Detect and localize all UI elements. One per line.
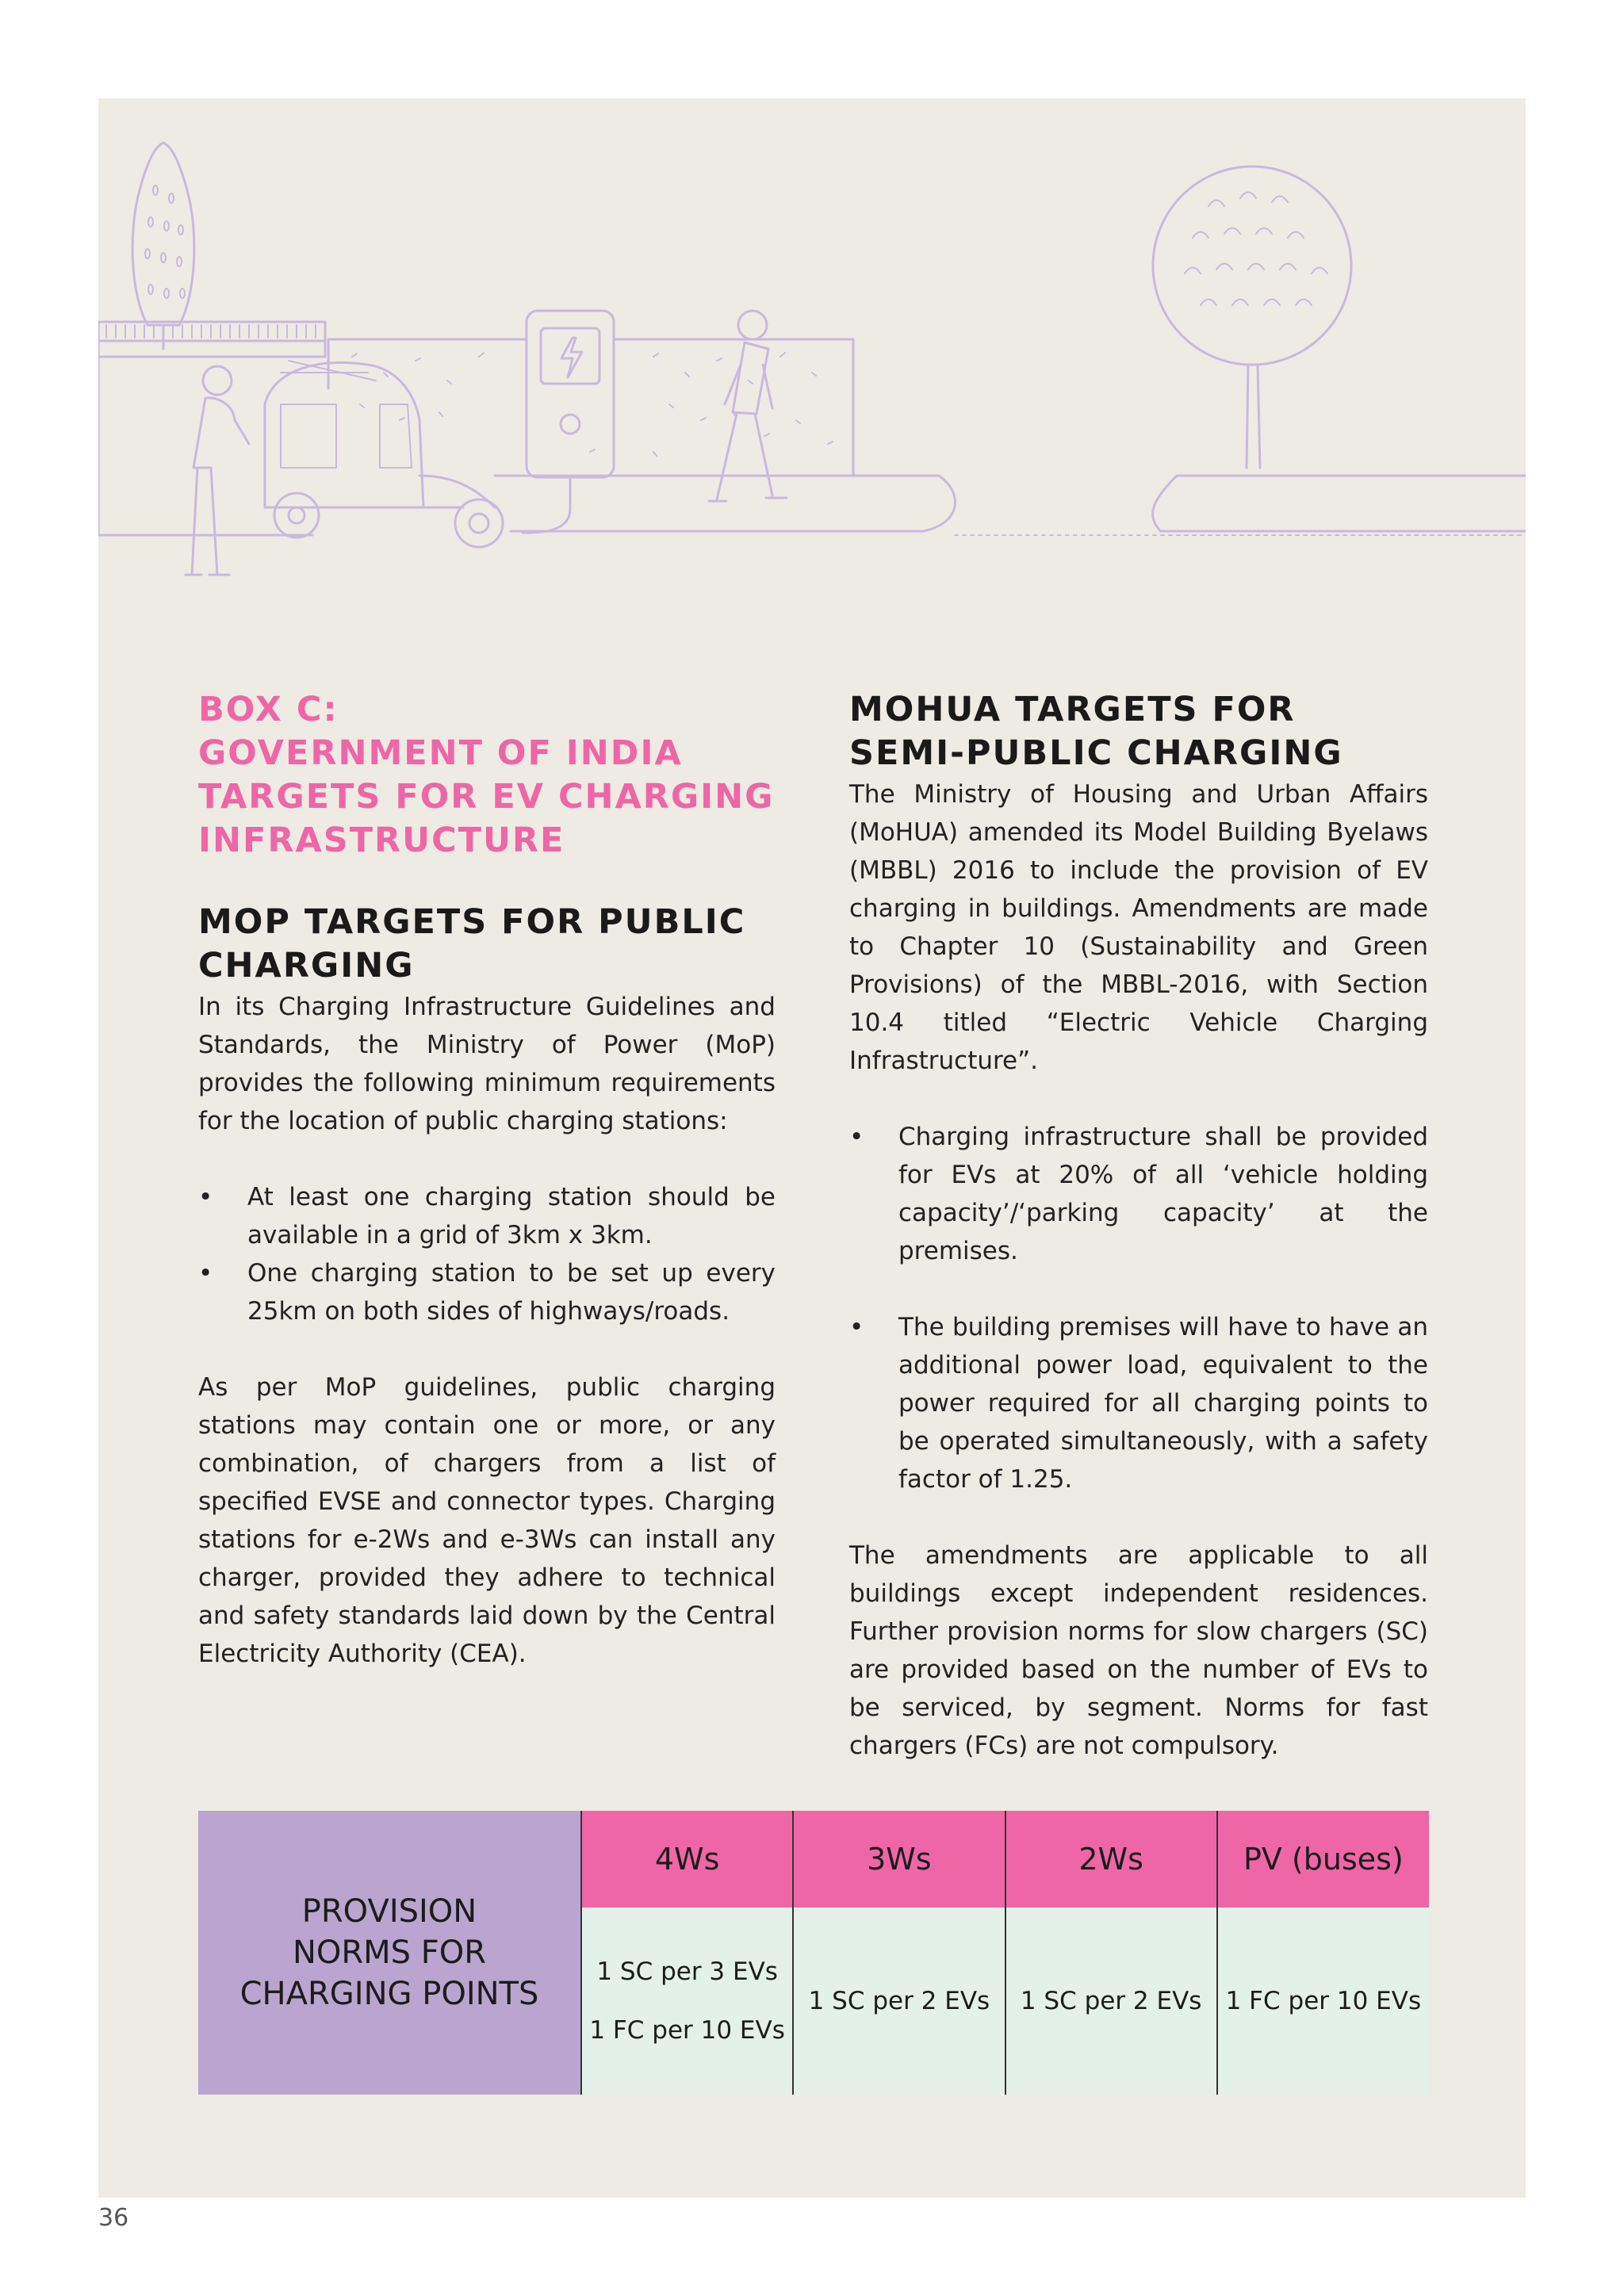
provision-norms-table [198,1811,1429,2095]
street-illustration [98,135,1526,603]
box-title-line: INFRASTRUCTURE [198,821,565,860]
sidewalk-icon [495,476,1526,535]
person-charging-icon [186,366,249,575]
mohua-closing: The amendments are applicable to all buildings except independent residences. Further provision norms for slow chargers (SC) are provided based on the number of EVs to be serviced, by segment. Norms for fast chargers (FCs) are not compulsory. [849,1541,1428,1760]
norms-label-line: CHARGING POINTS [239,1976,539,2012]
table-row [198,1811,1429,1908]
box-title [198,688,776,863]
ev-charger-icon [523,311,614,533]
cell-line: 1 SC per 2 EVs [1020,1987,1202,2015]
cell-line: 1 SC per 3 EVs [596,1957,778,1986]
norms-label-line: PROVISION [301,1893,477,1930]
column-header-pv-buses: PV (buses) [1217,1811,1429,1908]
list-item: • The building premises will have to have an additional power load, equivalent to the power required for all charging points to be operated simultaneously, with a safety factor of 1.25. [849,1308,1428,1498]
column-header-2ws: 2Ws [1005,1811,1217,1908]
mop-intro: In its Charging Infrastructure Guidelines and Standards, the Ministry of Power (MoP) provides the following minimum requirements for the location of public charging stations: [198,993,776,1135]
column-header-3ws: 3Ws [793,1811,1005,1908]
cell-3ws [793,1908,1005,2095]
cell-pv-buses [1217,1908,1429,2095]
norms-label-line: NORMS FOR [292,1934,487,1971]
mop-heading-line: MOP TARGETS FOR PUBLIC [198,902,746,942]
right-column [849,688,1428,1765]
mop-heading [198,901,776,988]
cell-line: 1 FC per 10 EVs [1225,1987,1422,2015]
list-item: • At least one charging station should be available in a grid of 3km x 3km. [198,1178,776,1254]
cell-4ws [581,1908,793,2095]
cypress-tree-icon [132,143,194,349]
cell-2ws [1005,1908,1217,2095]
mop-bullet-list [198,1178,776,1330]
auto-rickshaw-icon [265,361,503,547]
mop-heading-line: CHARGING [198,946,415,985]
box-title-line: TARGETS FOR EV CHARGING [198,777,775,817]
mohua-bullet-list [849,1118,1428,1498]
mop-closing: As per MoP guidelines, public charging stations may contain one or more, or any combination, of chargers from a list of specified EVSE and connector types. Charging stations for e-2Ws and e-3Ws can install any charger, provided they adhere to technical and safety standards laid down by the Central Electricity Authority (CEA). [198,1373,776,1668]
mohua-heading-line: MOHUA TARGETS FOR [849,690,1296,729]
left-column [198,688,776,1673]
mohua-heading [849,688,1428,775]
cell-line: 1 FC per 10 EVs [589,2016,785,2045]
column-header-4ws: 4Ws [581,1811,793,1908]
list-item: • One charging station to be set up every 25km on both sides of highways/roads. [198,1254,776,1330]
box-title-line: GOVERNMENT OF INDIA [198,733,683,773]
page-number: 36 [98,2204,129,2232]
norms-label-cell [198,1811,581,2095]
mohua-heading-line: SEMI-PUBLIC CHARGING [849,733,1343,773]
mohua-intro: The Ministry of Housing and Urban Affairs (MoHUA) amended its Model Building Byelaws (MBBL) 2016 to include the provision of EV charging in buildings. Amendments are made to Chapter 10 (Sustainability and Green Provisions) of the MBBL-2016, with Section 10.4 titled “Electric Vehicle Charging Infrastructure”. [849,780,1428,1075]
round-tree-icon [1153,166,1351,468]
box-title-line: BOX C: [198,690,339,729]
boundary-wall-icon [98,322,325,535]
list-item: • Charging infrastructure shall be provided for EVs at 20% of all ‘vehicle holding capacity’/‘parking capacity’ at the premises. [849,1118,1428,1270]
cell-line: 1 SC per 2 EVs [808,1987,990,2015]
